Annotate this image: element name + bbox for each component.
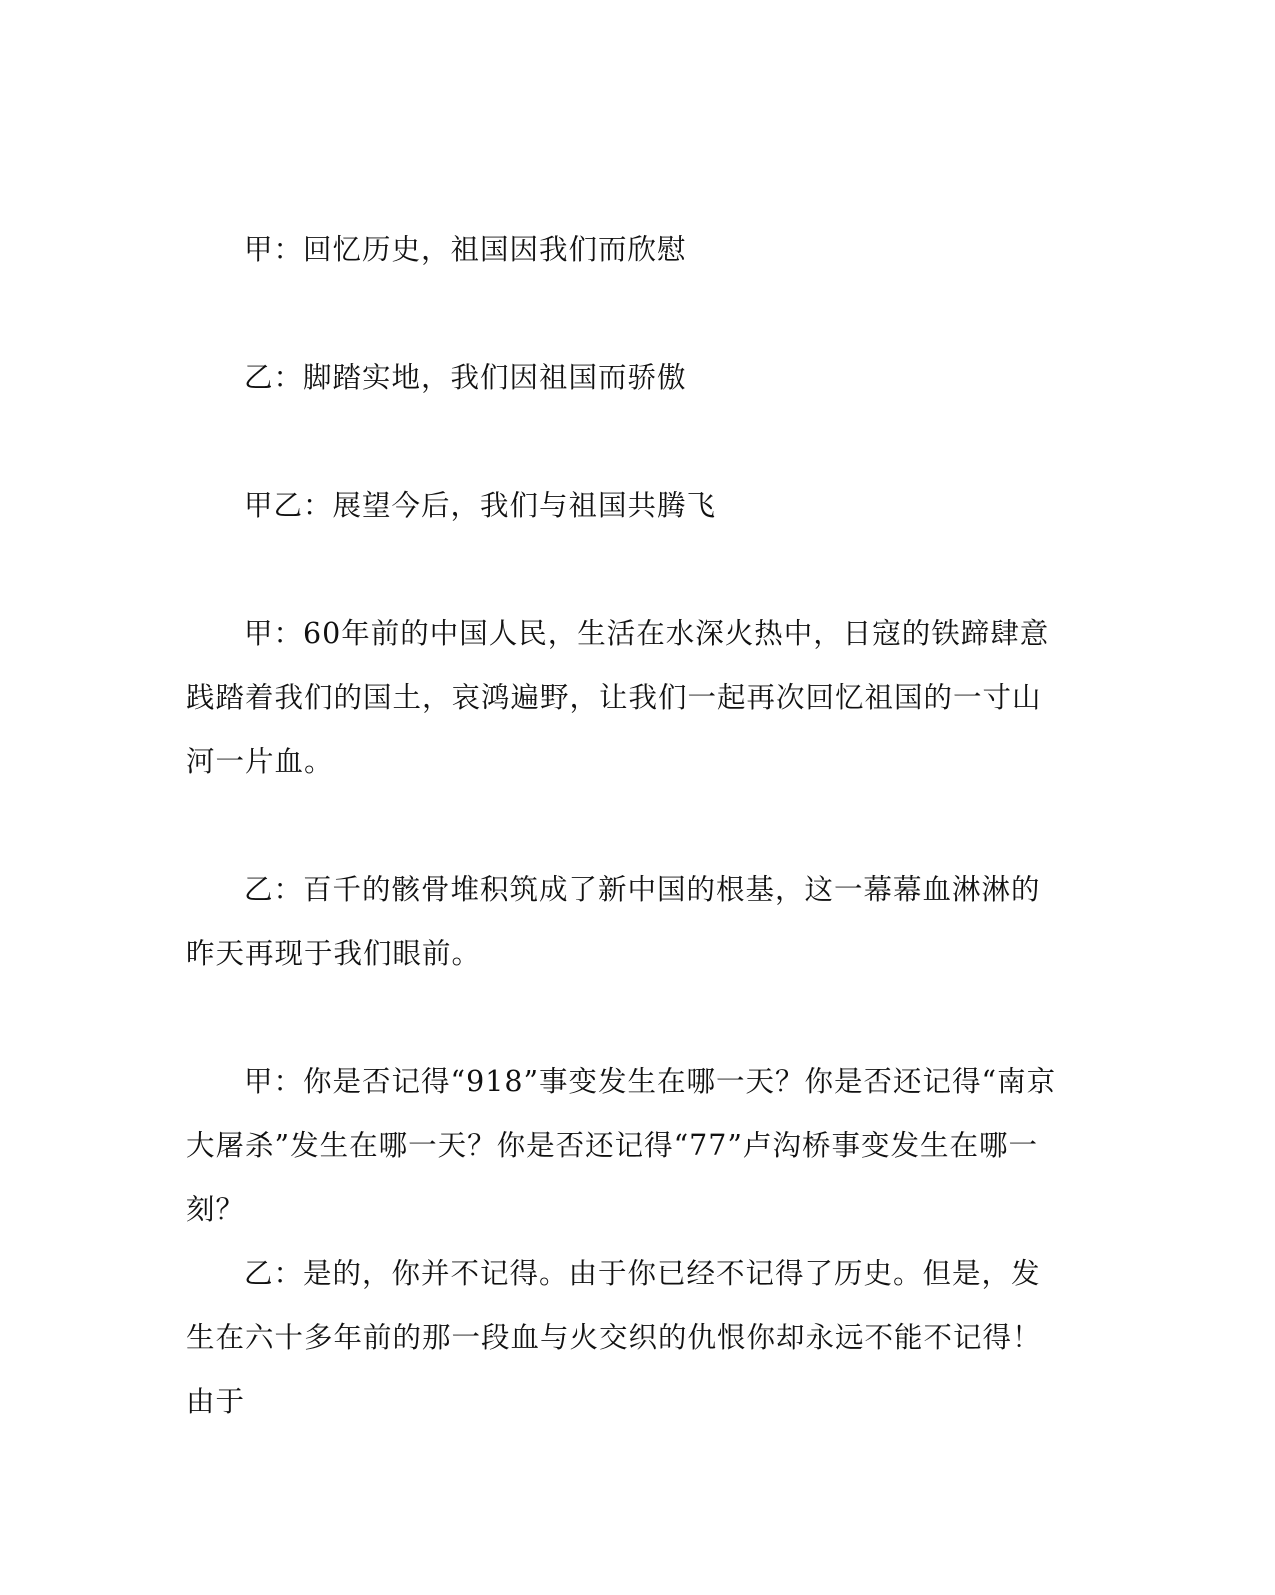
dialogue-line-yi-2: 乙：百千的骸骨堆积筑成了新中国的根基，这一幕幕血淋淋的昨天再现于我们眼前。 <box>186 873 1041 970</box>
dialogue-line-jia-2: 甲：60年前的中国人民，生活在水深火热中，日寇的铁蹄肆意践踏着我们的国土，哀鸿遍野，让我们一起再次回忆祖国的一寸山河一片血。 <box>186 617 1050 778</box>
dialogue-line-jia-1: 甲：回忆历史，祖国因我们而欣慰 <box>244 233 687 266</box>
dialogue-line-yi-1: 乙：脚踏实地，我们因祖国而骄傲 <box>244 361 687 394</box>
dialogue-line-yi-3: 乙：是的，你并不记得。由于你已经不记得了历史。但是，发生在六十多年前的那一段血与火交织的仇恨你却永远不能不记得！由于 <box>186 1257 1042 1418</box>
dialogue-line-jia-3: 甲：你是否记得“918”事变发生在哪一天？你是否还记得“南京大屠杀”发生在哪一天？你是否还记得“77”卢沟桥事变发生在哪一刻？ <box>186 1065 1057 1226</box>
dialogue-line-jiayi-1: 甲乙：展望今后，我们与祖国共腾飞 <box>244 489 717 522</box>
